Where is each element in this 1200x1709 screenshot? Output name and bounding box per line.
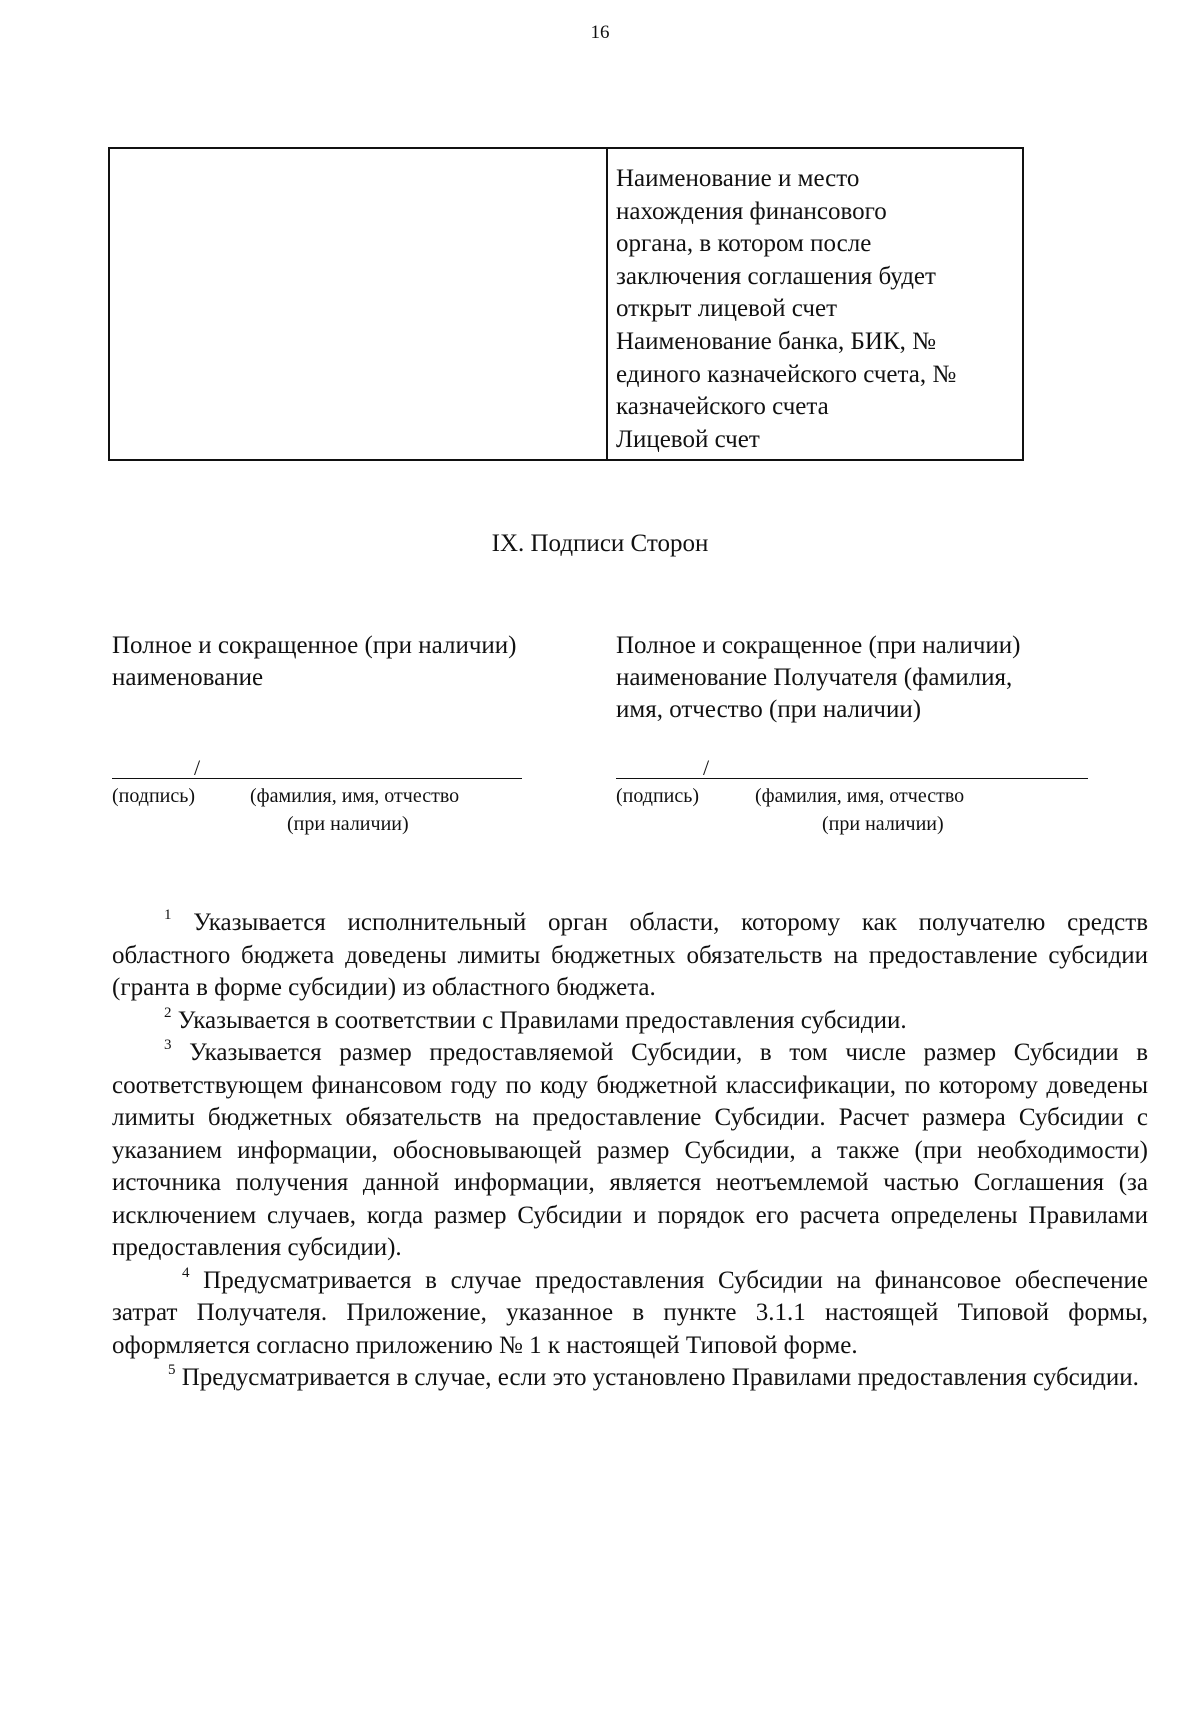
footnote-text: Предусматривается в случае предоставления Субсидии на финансовое обеспечение затрат Получателя. Приложение, указанное в пункте 3.1.1 настоящей Типовой формы, оформляется согласно приложению № 1 к настоящей Типовой форме. (112, 1266, 1148, 1359)
footnote-text: Указывается исполнительный орган области, которому как получателю средств областного бюджета доведены лимиты бюджетных обязательств на предоставление субсидии (гранта в форме субсидии) из областного бюджета. (112, 909, 1149, 1001)
right-signature-slash: / (703, 755, 710, 780)
party-right-line: наименование Получателя (фамилия, (616, 664, 1013, 691)
left-signature-label: (подпись) (112, 785, 196, 807)
footnote-marker: 5 (168, 1362, 176, 1378)
requisites-line: единого казначейского счета, № (616, 360, 957, 388)
left-name-label: (фамилия, имя, отчество (250, 785, 460, 807)
party-left-line: наименование (112, 664, 264, 691)
party-left-line: Полное и сокращенное (при наличии) (112, 632, 517, 659)
footnote-1 (112, 907, 1148, 1005)
right-signature-line (616, 778, 1088, 779)
requisites-line: органа, в котором после (616, 230, 872, 258)
party-right-line: Полное и сокращенное (при наличии) (616, 632, 1021, 659)
footnote-4 (112, 1265, 1148, 1363)
right-name-label: (фамилия, имя, отчество (755, 785, 965, 807)
requisites-line: Лицевой счет (616, 425, 760, 453)
left-signature-line (112, 778, 522, 779)
left-name-label-note: (при наличии) (287, 813, 409, 835)
party-right-title (616, 630, 1096, 726)
requisites-line: нахождения финансового (616, 197, 887, 225)
requisites-line: открыт лицевой счет (616, 295, 837, 323)
footnotes (112, 907, 1148, 1395)
footnote-marker: 1 (164, 907, 172, 923)
footnote-marker: 4 (182, 1264, 190, 1281)
page-number: 16 (590, 22, 610, 43)
footnote-text: Указывается в соответствии с Правилами предоставления субсидии. (177, 1006, 907, 1034)
footnote-marker: 2 (164, 1004, 172, 1021)
left-signature-slash: / (194, 755, 201, 780)
requisites-line: заключения соглашения будет (616, 262, 936, 290)
party-right-line: имя, отчество (при наличии) (616, 696, 922, 723)
requisites-line: казначейского счета (616, 393, 829, 421)
requisites-lines (608, 149, 1022, 456)
requisites-left-cell (109, 148, 607, 460)
requisites-line: Наименование и место (616, 165, 860, 192)
footnote-3 (112, 1037, 1148, 1265)
footnote-text: Указывается размер предоставляемой Субсидии, в том числе размер Субсидии в соответствующем финансовом году по коду бюджетной классификации, по которому доведены лимиты бюджетных обязательств на предоставление Субсидии. Расчет размера Субсидии с указанием информации, обосновывающей размер Субсидии, а также (при необходимости) источника получения данной информации, является неотъемлемой частью Соглашения (за исключением случаев, когда размер Субсидии и порядок его расчета определены Правилами предоставления субсидии). (112, 1039, 1149, 1261)
right-name-label-note: (при наличии) (822, 813, 944, 835)
requisites-line: Наименование банка, БИК, № (616, 327, 936, 355)
requisites-right-cell (607, 148, 1023, 460)
section-heading: IX. Подписи Сторон (491, 530, 709, 557)
footnote-5 (112, 1362, 1148, 1395)
requisites-table (108, 147, 1024, 461)
right-signature-label: (подпись) (616, 785, 700, 807)
footnote-marker: 3 (164, 1037, 172, 1053)
footnote-text: Предусматривается в случае, если это установлено Правилами предоставления субсидии. (181, 1364, 1139, 1391)
party-left-title (112, 630, 602, 694)
footnote-2 (112, 1005, 1148, 1038)
